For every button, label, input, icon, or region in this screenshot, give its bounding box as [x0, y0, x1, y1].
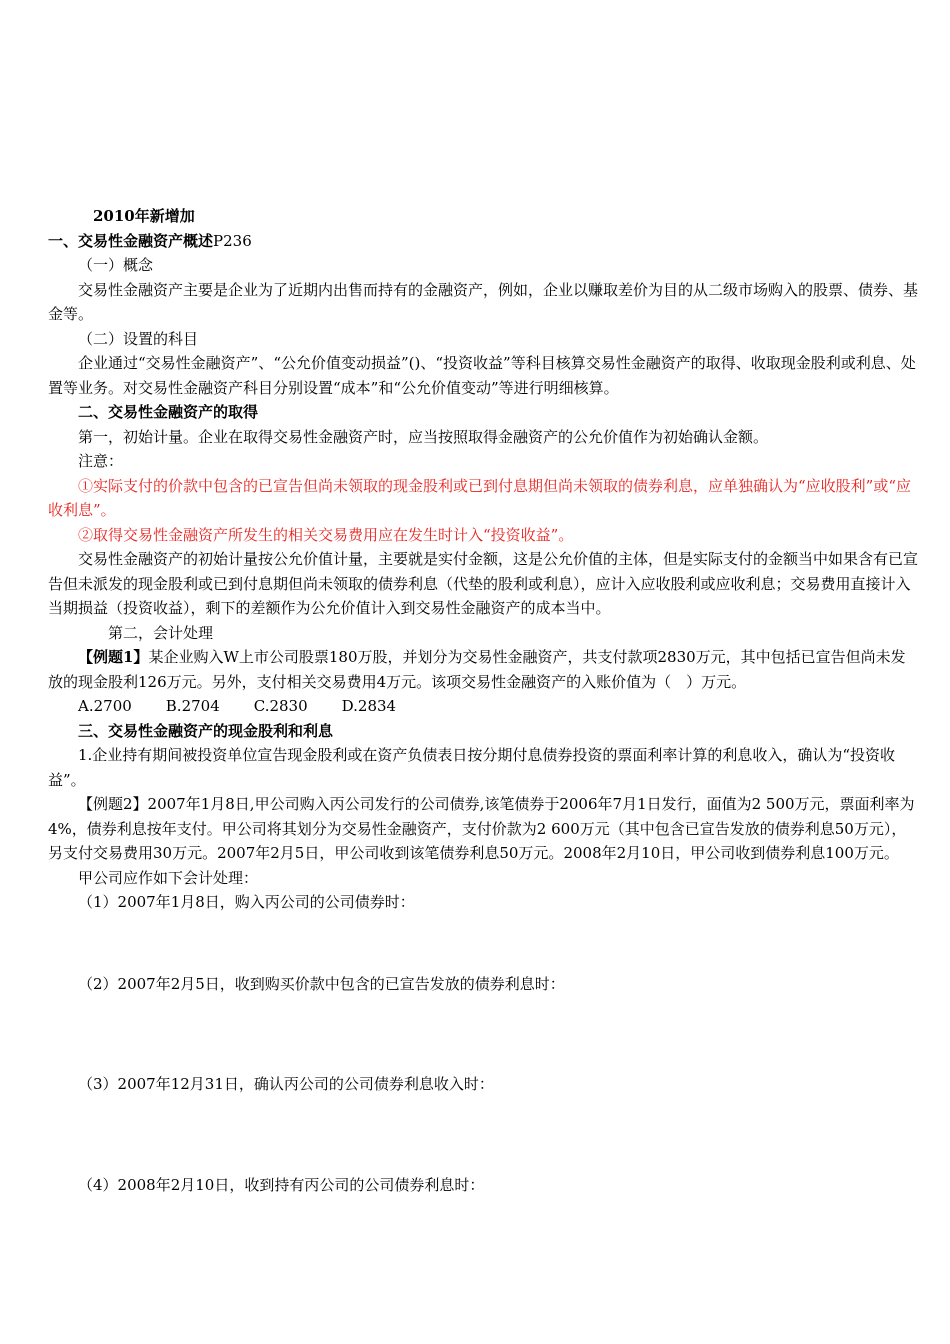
note-red-2: ②取得交易性金融资产所发生的相关交易费用应在发生时计入“投资收益”。 [78, 525, 574, 544]
example-1-options [48, 694, 918, 719]
option-a: A.2700 [78, 697, 132, 715]
paragraph-accounts: 企业通过“交易性金融资产”、“公允价值变动损益”()、“投资收益”等科目核算交易性金融资产的取得、收取现金股利或利息、处置等业务。对交易性金融资产科目分别设置“成本”和“公允价值变动”等进行明细核算。 [48, 354, 916, 397]
example-1 [48, 645, 918, 694]
section-1-heading [48, 229, 918, 254]
example-2-tag: 【例题2】 [78, 795, 148, 813]
step-4: （4）2008年2月10日，收到持有丙公司的公司债券利息时： [78, 1175, 485, 1194]
paragraph-explanation: 交易性金融资产的初始计量按公允价值计量，主要就是实付金额，这是公允价值的主体，但是实际支付的金额当中如果含有已宣告但未派发的现金股利或已到付息期但尚未领取的债券利息（代垫的股利或利息），应计入应收股利或应收利息；交易费用直接计入当期损益（投资收益），剩下的差额作为公允价值计入到交易性金融资产的成本当中。 [48, 550, 919, 617]
example-2 [48, 792, 918, 866]
example-1-tag: 【例题1】 [78, 648, 149, 666]
option-c: C.2830 [253, 697, 308, 715]
blank-space [48, 996, 918, 1072]
paragraph-initial-measurement: 第一，初始计量。企业在取得交易性金融资产时，应当按照取得金融资产的公允价值作为初始确认金额。 [78, 427, 769, 446]
section-1-page-ref: P236 [213, 231, 252, 250]
blank-space [48, 1097, 918, 1173]
year-heading: 2010年新增加 [93, 207, 195, 225]
document-body [48, 204, 918, 1197]
example-1-text: 某企业购入W上市公司股票180万股，并划分为交易性金融资产，共支付款项2830万元，其中包括已宣告但尚未发放的现金股利126万元。另外，支付相关交易费用4万元。该项交易性金融资产的入账价值为（ ）万元。 [48, 648, 906, 691]
paragraph-concept: 交易性金融资产主要是企业为了近期内出售而持有的金融资产，例如，企业以赚取差价为目的从二级市场购入的股票、债券、基金等。 [48, 280, 919, 323]
section-2-heading: 二、交易性金融资产的取得 [78, 403, 259, 421]
subheading-concept: （一）概念 [78, 256, 154, 274]
step-1: （1）2007年1月8日，购入丙公司的公司债券时： [78, 893, 415, 911]
option-b: B.2704 [165, 697, 220, 715]
paragraph-dividends: 1.企业持有期间被投资单位宣告现金股利或在资产负债表日按分期付息债券投资的票面利率计算的利息收入，确认为“投资收益”。 [48, 746, 895, 789]
section-3-heading: 三、交易性金融资产的现金股利和利息 [78, 721, 334, 740]
example-2-text: 2007年1月8日,甲公司购入丙公司发行的公司债券,该笔债券于2006年7月1日发行，面值为2 500万元，票面利率为4%，债券利息按年支付。甲公司将其划分为交易性金融资产，支付价款为2 600万元（其中包含已宣告发放的债券利息50万元），另支付交易费用30万元。2007年2月5日，甲公司收到该笔债券利息50万元。2008年2月10日，甲公司收到债券利息100万元。 [48, 795, 915, 862]
note-label: 注意： [78, 452, 124, 470]
section-1-title: 一、交易性金融资产概述 [48, 231, 214, 250]
subheading-accounts: （二）设置的科目 [78, 329, 199, 348]
step-2: （2）2007年2月5日，收到购买价款中包含的已宣告发放的债券利息时： [78, 974, 565, 993]
note-red-1: ①实际支付的价款中包含的已宣告但尚未领取的现金股利或已到付息期但尚未领取的债券利息，应单独确认为“应收股利”或“应收利息”。 [48, 476, 912, 519]
blank-space [48, 915, 918, 972]
step-3: （3）2007年12月31日，确认丙公司的公司债券利息收入时： [78, 1075, 494, 1093]
option-d: D.2834 [341, 697, 397, 715]
paragraph-accounting: 第二，会计处理 [108, 623, 214, 642]
paragraph-treatment: 甲公司应作如下会计处理： [78, 868, 259, 887]
